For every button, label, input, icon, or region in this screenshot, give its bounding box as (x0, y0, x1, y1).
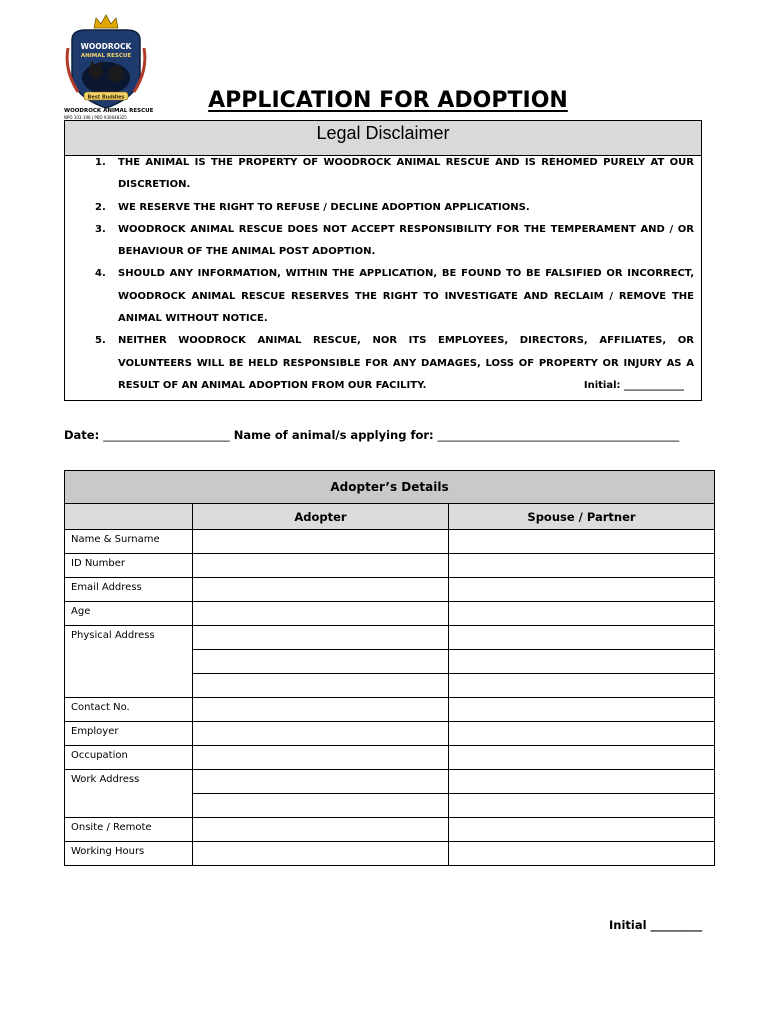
row-label: Contact No. (65, 698, 193, 722)
clause-text: NEITHER WOODROCK ANIMAL RESCUE, NOR ITS EMPLOYEES, DIRECTORS, AFFILIATES, OR VOLUNTEERS WILL BE HELD RESPONSIBLE FOR ANY DAMAGES, LOSS OF PROPERTY OR INJURY AS A RESULT OF AN ANIMAL ADOPTION FROM OUR FACILITY. (118, 335, 694, 391)
animal-name-label: Name of animal/s applying for: (233, 428, 434, 442)
clause-number: 3. (95, 223, 106, 235)
adopter-name-field[interactable] (193, 530, 449, 554)
adopter-work-address-line1-field[interactable] (193, 770, 449, 794)
legal-disclaimer-heading: Legal Disclaimer (65, 121, 701, 156)
table-row (65, 626, 715, 650)
clause-text: SHOULD ANY INFORMATION, WITHIN THE APPLICATION, BE FOUND TO BE FALSIFIED OR INCORRECT, WOODROCK ANIMAL RESCUE RESERVES THE RIGHT TO INVESTIGATE AND RECLAIM / REMOVE THE ANIMAL WITHOUT NOTICE. (118, 268, 694, 325)
table-row (65, 698, 715, 722)
adopter-address-line3-field[interactable] (193, 674, 449, 698)
partner-occupation-field[interactable] (449, 746, 715, 770)
clause-number: 2. (95, 201, 106, 213)
logo-banner-text: Best Buddies (87, 94, 125, 101)
partner-id-field[interactable] (449, 554, 715, 578)
disclaimer-clause (95, 263, 694, 330)
clause-text: THE ANIMAL IS THE PROPERTY OF WOODROCK ANIMAL RESCUE AND IS REHOMED PURELY AT OUR DISCRETION. (118, 157, 694, 191)
partner-name-field[interactable] (449, 530, 715, 554)
animal-name-field[interactable]: __________________________________________ (437, 428, 680, 442)
logo-registration: NPO 103-196 | PBO 930048325 (64, 115, 127, 120)
table-row (65, 554, 715, 578)
row-label: Age (65, 602, 193, 626)
disclaimer-clause-list (95, 152, 694, 397)
adopter-email-field[interactable] (193, 578, 449, 602)
partner-address-line1-field[interactable] (449, 626, 715, 650)
partner-employer-field[interactable] (449, 722, 715, 746)
adopter-work-address-line2-field[interactable] (193, 794, 449, 818)
clause-text: WE RESERVE THE RIGHT TO REFUSE / DECLINE ADOPTION APPLICATIONS. (118, 201, 530, 213)
row-label: Physical Address (65, 626, 193, 698)
blank-header-cell (65, 504, 193, 530)
adopter-onsite-field[interactable] (193, 818, 449, 842)
row-label: Employer (65, 722, 193, 746)
disclaimer-clause (95, 152, 694, 197)
adopter-details-heading: Adopter’s Details (65, 471, 715, 504)
clause-number: 4. (95, 268, 106, 280)
partner-onsite-field[interactable] (449, 818, 715, 842)
partner-address-line3-field[interactable] (449, 674, 715, 698)
disclaimer-clause (95, 330, 694, 397)
adopter-occupation-field[interactable] (193, 746, 449, 770)
row-label: Work Address (65, 770, 193, 818)
clause-text: WOODROCK ANIMAL RESCUE DOES NOT ACCEPT RESPONSIBILITY FOR THE TEMPERAMENT AND / OR BEHAVIOUR OF THE ANIMAL POST ADOPTION. (118, 223, 694, 258)
partner-address-line2-field[interactable] (449, 650, 715, 674)
adopter-address-line2-field[interactable] (193, 650, 449, 674)
date-field[interactable]: ______________________ (103, 428, 230, 442)
adopter-contact-field[interactable] (193, 698, 449, 722)
table-row (65, 578, 715, 602)
table-row (65, 746, 715, 770)
clause-number: 1. (95, 157, 106, 168)
adopter-id-field[interactable] (193, 554, 449, 578)
clause-number: 5. (95, 335, 106, 347)
partner-column-header: Spouse / Partner (449, 504, 715, 530)
page-title (0, 88, 768, 113)
table-section-header (65, 471, 715, 504)
logo-name-line1: WOODROCK (80, 42, 132, 51)
table-column-header (65, 504, 715, 530)
row-label: Occupation (65, 746, 193, 770)
table-row (65, 842, 715, 866)
row-label: Email Address (65, 578, 193, 602)
disclaimer-clause (95, 197, 694, 219)
adopter-column-header: Adopter (193, 504, 449, 530)
partner-work-address-line2-field[interactable] (449, 794, 715, 818)
adopter-details-table (64, 470, 715, 866)
partner-age-field[interactable] (449, 602, 715, 626)
partner-hours-field[interactable] (449, 842, 715, 866)
adopter-age-field[interactable] (193, 602, 449, 626)
adopter-employer-field[interactable] (193, 722, 449, 746)
date-label: Date: (64, 428, 100, 442)
date-animal-line (64, 428, 714, 442)
disclaimer-initial-field[interactable]: Initial: ____________ (583, 379, 684, 391)
adopter-address-line1-field[interactable] (193, 626, 449, 650)
table-row (65, 602, 715, 626)
partner-email-field[interactable] (449, 578, 715, 602)
legal-disclaimer-box (64, 120, 702, 401)
row-label: Name & Surname (65, 530, 193, 554)
adopter-hours-field[interactable] (193, 842, 449, 866)
table-row (65, 722, 715, 746)
final-initial-field[interactable]: Initial _________ (609, 918, 703, 932)
row-label: Onsite / Remote (65, 818, 193, 842)
row-label: Working Hours (65, 842, 193, 866)
row-label: ID Number (65, 554, 193, 578)
partner-contact-field[interactable] (449, 698, 715, 722)
disclaimer-clause (95, 219, 694, 264)
logo-caption-text: WOODROCK ANIMAL RESCUE (64, 108, 154, 114)
logo-name-line2: ANIMAL RESCUE (80, 53, 132, 59)
table-row (65, 530, 715, 554)
table-row (65, 770, 715, 794)
table-row (65, 818, 715, 842)
page-title-text: APPLICATION FOR ADOPTION (208, 88, 568, 113)
partner-work-address-line1-field[interactable] (449, 770, 715, 794)
